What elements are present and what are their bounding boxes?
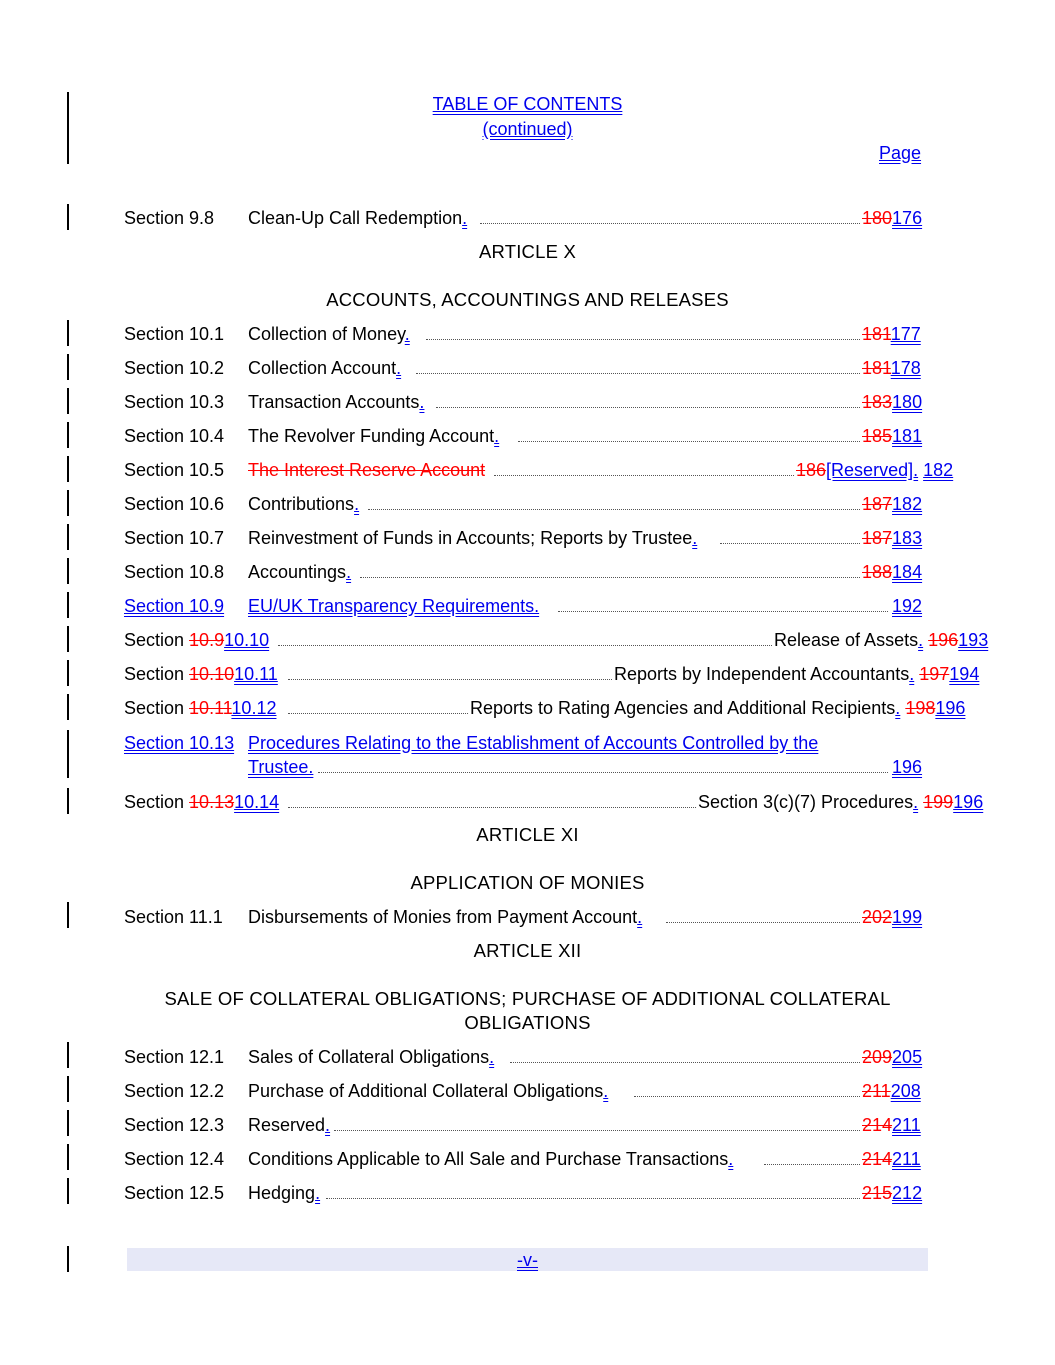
section-number: Section 10.3 <box>124 392 225 412</box>
toc-entry[interactable] <box>124 1079 924 1103</box>
change-bar <box>67 660 69 686</box>
toc-title-text: TABLE OF CONTENTS <box>432 94 623 114</box>
change-bar <box>67 1042 69 1068</box>
toc-title <box>0 94 1055 115</box>
page-number: 214211 <box>862 1115 921 1135</box>
section-number: Section 10.1110.12 <box>124 698 277 718</box>
entry-title: Accountings. <box>248 562 352 582</box>
entry-title: Section 3(c)(7) Procedures. 199196 <box>698 792 984 812</box>
entry-title: Disbursements of Monies from Payment Account. <box>248 907 643 927</box>
dot-leader <box>764 1164 860 1165</box>
dot-leader <box>666 922 860 923</box>
toc-entry[interactable] <box>124 390 924 414</box>
change-bar <box>67 1144 69 1170</box>
entry-title: Collection Account. <box>248 358 402 378</box>
entry-title: Release of Assets. 196193 <box>774 630 989 650</box>
toc-entry[interactable] <box>124 790 994 814</box>
dot-leader <box>720 543 860 544</box>
footer-page-number <box>0 1250 1055 1271</box>
toc-continued-text: (continued) <box>482 119 573 139</box>
entry-title: The Revolver Funding Account. <box>248 426 500 446</box>
entry-title: Reserved. <box>248 1115 331 1135</box>
page-number: 215212 <box>862 1183 923 1203</box>
dot-leader <box>634 1096 860 1097</box>
section-number: Section 10.910.10 <box>124 630 270 650</box>
dot-leader <box>288 807 696 808</box>
toc-entry[interactable] <box>124 560 924 584</box>
dot-leader <box>288 679 612 680</box>
dot-leader <box>326 1198 860 1199</box>
dot-leader <box>416 373 860 374</box>
article-label: ARTICLE XI <box>476 824 579 845</box>
toc-entry[interactable] <box>124 492 924 516</box>
section-number: Section 10.1010.11 <box>124 664 278 684</box>
toc-entry[interactable] <box>124 206 924 230</box>
toc-entry[interactable] <box>124 424 924 448</box>
article-title: APPLICATION OF MONIES <box>410 872 645 893</box>
dot-leader <box>334 1130 860 1131</box>
entry-title-deleted: The Interest Reserve Account <box>248 460 486 480</box>
toc-entry[interactable] <box>124 1045 924 1069</box>
dot-leader <box>278 645 772 646</box>
dot-leader <box>510 1062 860 1063</box>
change-bar <box>67 1076 69 1102</box>
section-number: Section 10.6 <box>124 494 225 514</box>
entry-title: Reinvestment of Funds in Accounts; Reports by Trustee. <box>248 528 698 548</box>
page-number: 202199 <box>862 907 923 927</box>
page-number: 209205 <box>862 1047 923 1067</box>
page-number: 211208 <box>862 1081 921 1101</box>
change-bar <box>67 354 69 380</box>
section-number: Section 12.3 <box>124 1115 225 1135</box>
change-bar <box>67 1110 69 1136</box>
change-bar <box>67 626 69 652</box>
dot-leader <box>436 407 860 408</box>
change-bar <box>67 694 69 720</box>
change-bar <box>67 524 69 550</box>
section-number: Section 12.4 <box>124 1149 225 1169</box>
entry-title: Clean-Up Call Redemption. <box>248 208 468 228</box>
section-number: Section 10.1310.14 <box>124 792 280 812</box>
section-number: Section 10.9 <box>124 596 225 616</box>
entry-title: Sales of Collateral Obligations. <box>248 1047 495 1067</box>
toc-entry[interactable] <box>124 594 924 618</box>
dot-leader <box>288 713 468 714</box>
change-bar <box>67 490 69 516</box>
page-number: 180176 <box>862 208 923 228</box>
change-bar <box>67 456 69 482</box>
toc-entry[interactable] <box>124 696 994 720</box>
entry-title: Purchase of Additional Collateral Obligations. <box>248 1081 609 1101</box>
entry-title-line1: Procedures Relating to the Establishment of Accounts Controlled by the <box>248 733 819 753</box>
entry-title: Contributions. <box>248 494 360 514</box>
dot-leader <box>480 223 860 224</box>
dot-leader <box>368 509 860 510</box>
page-number: 214211 <box>862 1149 921 1169</box>
toc-entry[interactable] <box>124 628 994 652</box>
toc-entry[interactable] <box>124 356 924 380</box>
change-bar <box>67 788 69 814</box>
entry-title: Conditions Applicable to All Sale and Purchase Transactions. <box>248 1149 734 1169</box>
change-bar <box>67 592 69 618</box>
toc-continued <box>0 119 1055 140</box>
section-number: Section 12.1 <box>124 1047 225 1067</box>
dot-leader <box>518 441 860 442</box>
section-number: Section 10.5 <box>124 460 225 480</box>
article-title-line2: OBLIGATIONS <box>464 1012 591 1033</box>
entry-title: Reports by Independent Accountants. 197194 <box>614 664 980 684</box>
section-number: Section 10.8 <box>124 562 225 582</box>
page-number: 187183 <box>862 528 923 548</box>
dot-leader <box>494 475 794 476</box>
change-bar <box>67 388 69 414</box>
toc-entry[interactable] <box>124 1181 924 1205</box>
entry-title: Transaction Accounts. <box>248 392 425 412</box>
toc-entry[interactable] <box>124 1147 924 1171</box>
page-number: 185181 <box>862 426 923 446</box>
change-bar <box>67 204 69 230</box>
toc-entry[interactable] <box>124 905 924 929</box>
article-title-line1: SALE OF COLLATERAL OBLIGATIONS; PURCHASE OF ADDITIONAL COLLATERAL <box>164 988 891 1009</box>
page-number: 181177 <box>862 324 921 344</box>
page-column-label-text: Page <box>879 143 922 163</box>
toc-entry[interactable] <box>124 526 924 550</box>
section-number: Section 10.1 <box>124 324 225 344</box>
toc-entry[interactable] <box>124 1113 924 1137</box>
entry-title: EU/UK Transparency Requirements. <box>248 596 540 616</box>
page-number: 196 <box>892 757 923 777</box>
footer-page-number-text: -v- <box>517 1250 538 1270</box>
entry-title: Collection of Money. <box>248 324 410 344</box>
dot-leader <box>558 611 888 612</box>
page-column-label <box>879 143 921 164</box>
toc-entry[interactable] <box>124 322 924 346</box>
section-number: Section 10.13 <box>124 733 235 753</box>
section-number: Section 10.2 <box>124 358 225 378</box>
page-number: 192 <box>892 596 923 616</box>
page-number: 186[Reserved]. 182 <box>796 460 954 480</box>
page-number: 183180 <box>862 392 923 412</box>
toc-entry[interactable] <box>124 458 964 482</box>
change-bar <box>67 902 69 928</box>
entry-title: Hedging. <box>248 1183 321 1203</box>
section-number: Section 12.2 <box>124 1081 225 1101</box>
section-number: Section 9.8 <box>124 208 215 228</box>
dot-leader <box>318 772 888 773</box>
section-number: Section 10.4 <box>124 426 225 446</box>
section-number: Section 10.7 <box>124 528 225 548</box>
change-bar <box>67 422 69 448</box>
change-bar <box>67 320 69 346</box>
change-bar <box>67 730 69 778</box>
page-number: 181178 <box>862 358 921 378</box>
article-title: ACCOUNTS, ACCOUNTINGS AND RELEASES <box>326 289 729 310</box>
section-number: Section 12.5 <box>124 1183 225 1203</box>
entry-title: Reports to Rating Agencies and Additional Recipients. 198196 <box>470 698 966 718</box>
toc-entry[interactable] <box>124 731 924 779</box>
page-number: 188184 <box>862 562 923 582</box>
dot-leader <box>426 339 860 340</box>
change-bar <box>67 558 69 584</box>
article-label: ARTICLE X <box>478 241 577 262</box>
change-bar <box>67 1178 69 1204</box>
article-label: ARTICLE XII <box>473 940 582 961</box>
page-number: 187182 <box>862 494 923 514</box>
dot-leader <box>360 577 860 578</box>
section-number: Section 11.1 <box>124 907 223 927</box>
entry-title-line2: Trustee. <box>248 757 314 777</box>
toc-entry[interactable] <box>124 662 994 686</box>
